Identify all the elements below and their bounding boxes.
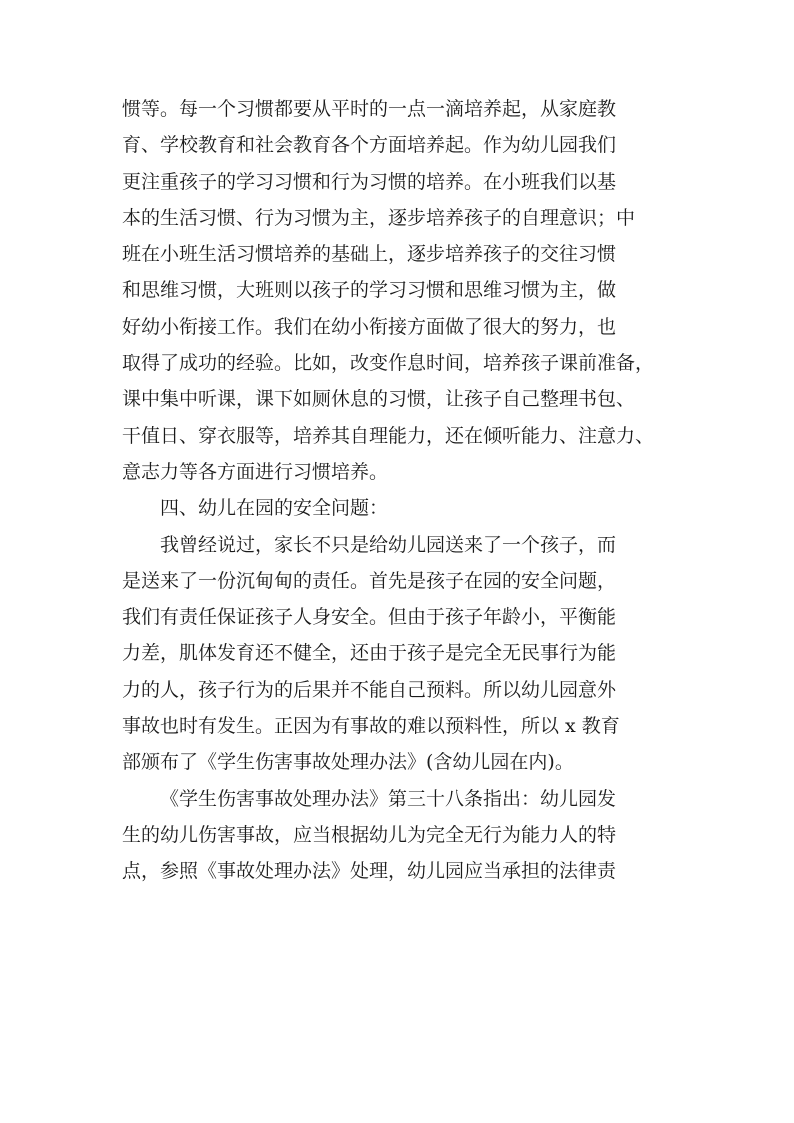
- paragraph-habits: [122, 91, 672, 490]
- text-line: 意志力等各方面进行习惯培养。: [122, 460, 389, 483]
- text-line: 我曾经说过，家长不只是给幼儿园送来了一个孩子，而: [160, 533, 617, 556]
- text-line: 点，参照《事故处理办法》处理，幼儿园应当承担的法律责: [122, 860, 617, 883]
- text-line: 事故也时有发生。正因为有事故的难以预料性，所以 x 教育: [122, 715, 620, 738]
- text-line: 班在小班生活习惯培养的基础上，逐步培养孩子的交往习惯: [122, 243, 617, 266]
- heading-text: 四、幼儿在园的安全问题：: [160, 497, 389, 520]
- text-line: 和思维习惯，大班则以孩子的学习习惯和思维习惯为主，做: [122, 279, 617, 302]
- text-line: 育、学校教育和社会教育各个方面培养起。作为幼儿园我们: [122, 134, 617, 157]
- text-line: 力的人，孩子行为的后果并不能自己预料。所以幼儿园意外: [122, 678, 617, 701]
- section-heading-safety: [122, 490, 672, 526]
- text-line: 生的幼儿伤害事故，应当根据幼儿为完全无行为能力人的特: [122, 823, 617, 846]
- text-line: 课中集中听课，课下如厕休息的习惯，让孩子自己整理书包、: [122, 388, 636, 411]
- text-line: 更注重孩子的学习习惯和行为习惯的培养。在小班我们以基: [122, 170, 617, 193]
- text-line: 部颁布了《学生伤害事故处理办法》(含幼儿园在内)。: [122, 751, 574, 774]
- text-line: 力差，肌体发育还不健全，还由于孩子是完全无民事行为能: [122, 642, 617, 665]
- text-line: 本的生活习惯、行为习惯为主，逐步培养孩子的自理意识；中: [122, 206, 636, 229]
- text-line: 取得了成功的经验。比如，改变作息时间，培养孩子课前准备，: [122, 352, 655, 375]
- paragraph-regulation: [122, 781, 672, 890]
- text-line: 干值日、穿衣服等，培养其自理能力，还在倾听能力、注意力、: [122, 424, 655, 447]
- text-line: 《学生伤害事故处理办法》第三十八条指出：幼儿园发: [160, 787, 617, 810]
- text-line: 惯等。每一个习惯都要从平时的一点一滴培养起，从家庭教: [122, 98, 617, 120]
- text-line: 我们有责任保证孩子人身安全。但由于孩子年龄小，平衡能: [122, 606, 617, 629]
- text-line: 是送来了一份沉甸甸的责任。首先是孩子在园的安全问题，: [122, 569, 617, 592]
- document-body: [122, 91, 672, 890]
- text-line: 好幼小衔接工作。我们在幼小衔接方面做了很大的努力，也: [122, 315, 617, 338]
- paragraph-safety: [122, 527, 672, 781]
